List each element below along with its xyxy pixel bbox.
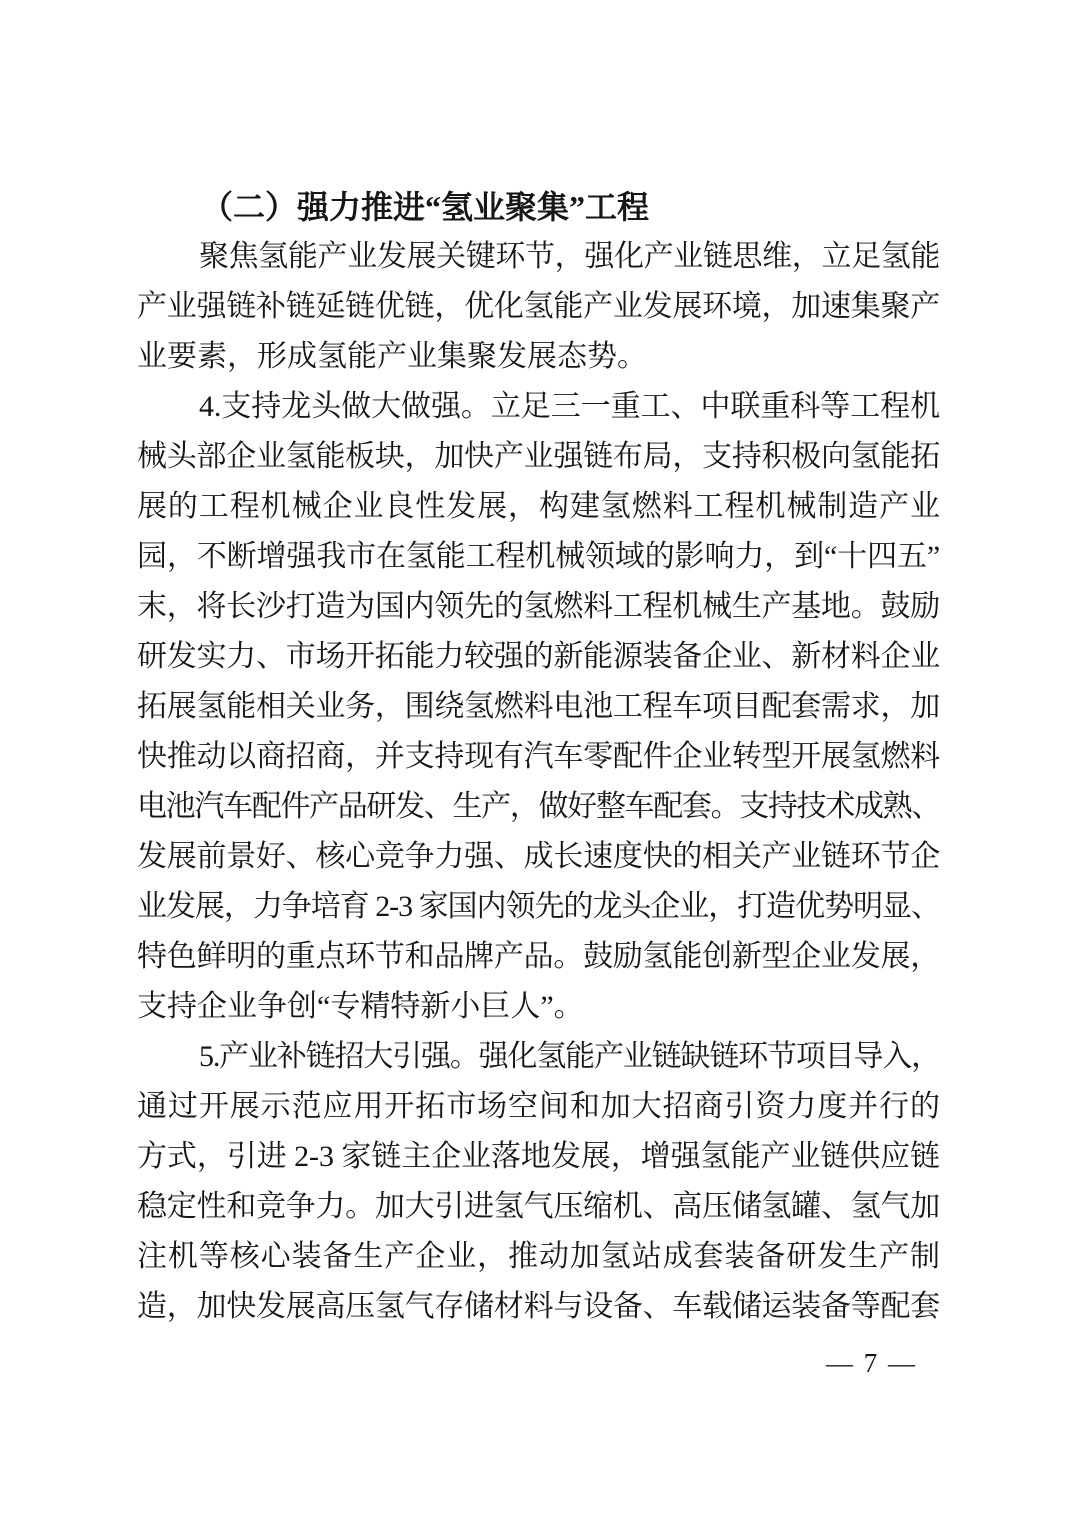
text-line: 业要素，形成氢能产业集聚发展态势。 bbox=[137, 340, 647, 373]
text-line: 产业强链补链延链优链，优化氢能产业发展环境，加速集聚产 bbox=[137, 290, 940, 323]
text-line: 特色鲜明的重点环节和品牌产品。鼓励氢能创新型企业发展， bbox=[137, 940, 940, 973]
text-line: 发展前景好、核心竞争力强、成长速度快的相关产业链环节企 bbox=[137, 840, 940, 873]
text-line: 造，加快发展高压氢气存储材料与设备、车载储运装备等配套 bbox=[137, 1290, 940, 1323]
section-heading: （二）强力推进“氢业聚集”工程 bbox=[201, 189, 650, 225]
text-line: 快推动以商招商，并支持现有汽车零配件企业转型开展氢燃料 bbox=[137, 740, 940, 773]
text-line: 园，不断增强我市在氢能工程机械领域的影响力，到“十四五” bbox=[137, 540, 940, 573]
paragraph bbox=[137, 232, 940, 382]
text-line: 拓展氢能相关业务，围绕氢燃料电池工程车项目配套需求，加 bbox=[137, 690, 940, 723]
text-line: 4.支持龙头做大做强。立足三一重工、中联重科等工程机 bbox=[199, 390, 940, 423]
text-line: 业发展，力争培育 2-3 家国内领先的龙头企业，打造优势明显、 bbox=[137, 890, 940, 923]
paragraph bbox=[137, 382, 940, 1032]
document-body bbox=[137, 182, 940, 1332]
text-line: 展的工程机械企业良性发展，构建氢燃料工程机械制造产业 bbox=[137, 490, 940, 523]
paragraph bbox=[137, 1032, 940, 1332]
text-line: 聚焦氢能产业发展关键环节，强化产业链思维，立足氢能 bbox=[199, 240, 940, 273]
paragraphs-container bbox=[137, 232, 940, 1332]
text-line: 电池汽车配件产品研发、生产，做好整车配套。支持技术成熟、 bbox=[137, 790, 940, 823]
text-line: 稳定性和竞争力。加大引进氢气压缩机、高压储氢罐、氢气加 bbox=[137, 1190, 940, 1223]
text-line: 末，将长沙打造为国内领先的氢燃料工程机械生产基地。鼓励 bbox=[137, 590, 940, 623]
text-line: 方式，引进 2-3 家链主企业落地发展，增强氢能产业链供应链 bbox=[137, 1140, 940, 1173]
text-line: 5.产业补链招大引强。强化氢能产业链缺链环节项目导入， bbox=[199, 1040, 940, 1073]
page-number: — 7 — bbox=[826, 1348, 917, 1378]
text-line: 研发实力、市场开拓能力较强的新能源装备企业、新材料企业 bbox=[137, 640, 940, 673]
text-line: 支持企业争创“专精特新小巨人”。 bbox=[137, 990, 584, 1023]
text-line: 通过开展示范应用开拓市场空间和加大招商引资力度并行的 bbox=[137, 1090, 940, 1123]
text-line: 械头部企业氢能板块，加快产业强链布局，支持积极向氢能拓 bbox=[137, 440, 940, 473]
text-line: 注机等核心装备生产企业，推动加氢站成套装备研发生产制 bbox=[137, 1240, 940, 1273]
